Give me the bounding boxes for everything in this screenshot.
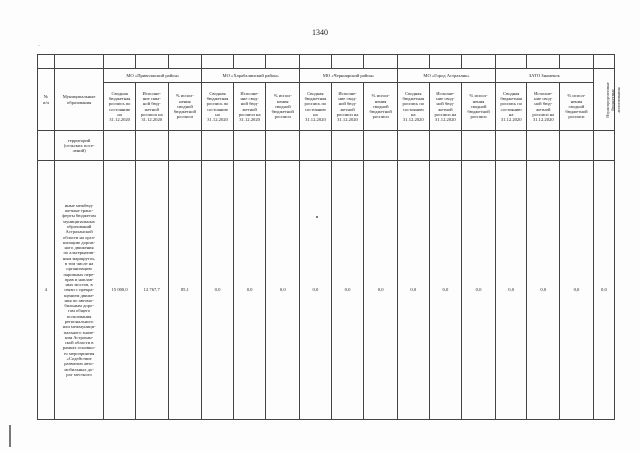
text-line: ных мостов, в	[65, 282, 93, 288]
blank-cell	[560, 131, 594, 161]
text-line: рог местного	[66, 371, 92, 377]
text-line: в том числе на	[64, 260, 94, 266]
blank-cell	[202, 131, 234, 161]
header-line: ние свод-	[240, 95, 259, 101]
blank-cell	[364, 55, 398, 69]
budget-report-table	[37, 54, 621, 420]
header-line: на	[117, 111, 122, 117]
header-line: % испол-	[567, 93, 586, 99]
header-line: % испол-	[469, 93, 488, 99]
blank-cell	[54, 55, 103, 69]
unallocated-header	[593, 69, 621, 131]
header-line: Сводная	[503, 90, 520, 96]
text-line: ным маршрутах,	[62, 255, 96, 261]
municipality-cell	[54, 131, 103, 161]
text-line: организацию	[66, 266, 92, 272]
text-line: го мероприятия	[63, 350, 95, 356]
header-line: % испол-	[371, 93, 390, 99]
blank-cell	[527, 131, 560, 161]
header-line: п/п	[42, 99, 50, 105]
header-line: 31.12.2020	[141, 117, 163, 123]
blank-cell	[331, 55, 364, 69]
column-header	[560, 83, 594, 131]
column-header	[364, 83, 398, 131]
table-row	[38, 161, 615, 420]
header-line: роспись по	[500, 101, 523, 107]
text-line: ного движения	[64, 245, 94, 251]
text-line: лений)	[72, 148, 86, 154]
header-line: жетной	[438, 106, 453, 112]
scan-mark: ‒	[38, 42, 40, 47]
header-line: состоянию	[500, 106, 522, 112]
value-cell: 0,0	[202, 161, 234, 420]
header-line: ной бюд-	[436, 101, 455, 107]
blank-cell	[429, 131, 462, 161]
district-title: ЗАТО Знаменск	[495, 69, 593, 83]
header-line: бюджетная	[500, 95, 522, 101]
header-line: Сводная	[209, 90, 226, 96]
header-line: роспись по	[206, 101, 229, 107]
blank-cell	[38, 55, 55, 69]
header-line: нения	[374, 98, 387, 104]
header-line: ной бюд-	[534, 101, 553, 107]
purpose-description	[54, 161, 103, 420]
header-line: на	[313, 111, 318, 117]
header-line: Исполне-	[338, 90, 357, 96]
text-line: ской области в	[64, 340, 94, 346]
blank-cell	[495, 55, 527, 69]
column-header	[104, 83, 136, 131]
blank-cell	[331, 131, 364, 161]
value-cell: 0,0	[495, 161, 527, 420]
header-line: росписи на	[532, 111, 555, 117]
municipality-header	[54, 69, 103, 131]
blank-cell	[593, 55, 614, 69]
text-line: жетные транс-	[64, 208, 94, 214]
vertical-header-text	[605, 82, 621, 118]
blank-cell	[364, 131, 398, 161]
header-line: бюджетной	[271, 109, 294, 115]
text-line: ния по автомо-	[64, 297, 94, 303]
header-line: 31.12.2020	[109, 117, 130, 123]
value-cell: 0,0	[527, 161, 560, 420]
header-line: сводной	[372, 103, 389, 109]
header-line: росписи	[176, 114, 193, 120]
header-line: сводной	[568, 103, 585, 109]
header-line: росписи на	[238, 111, 261, 117]
header-line: % испол-	[175, 93, 194, 99]
text-line: развитию авто-	[64, 361, 94, 367]
blank-cell	[104, 131, 136, 161]
column-header	[202, 83, 234, 131]
column-header	[266, 83, 300, 131]
blank-cell	[462, 131, 496, 161]
header-line: жетной	[242, 106, 257, 112]
header-line: росписи на	[140, 111, 163, 117]
text-line: связи с прекра-	[64, 287, 94, 293]
value-cell: 0,0	[331, 161, 364, 420]
text-line: ния Астрахан-	[65, 334, 94, 340]
header-line: Нераспределенные	[604, 81, 610, 118]
blank-cell	[38, 131, 55, 161]
header-line: бюджетная	[108, 95, 131, 101]
text-line: ферты бюджетам	[62, 213, 96, 219]
blank-cell	[398, 55, 430, 69]
header-line: Сводная	[405, 90, 422, 96]
blank-cell	[300, 55, 332, 69]
text-line: мобильных до-	[64, 366, 94, 372]
text-line: территорий	[67, 137, 91, 143]
unallocated-value-cell: 0,0	[593, 161, 614, 420]
blank-cell	[429, 55, 462, 69]
header-line: сводной	[274, 103, 291, 109]
blank-cell	[104, 55, 136, 69]
header-line: 31.12.2020	[500, 117, 522, 123]
header-line: нения	[570, 98, 583, 104]
header-line: состоянию	[109, 106, 131, 112]
text-line: муниципальных	[63, 218, 95, 224]
header-line: Сводная	[111, 90, 128, 96]
header-line: роспись по	[402, 101, 425, 107]
value-cell: 12 767,7	[135, 161, 168, 420]
text-line: гам общего	[67, 308, 91, 314]
header-line: Сводная	[307, 90, 324, 96]
header-line: ние свод-	[436, 95, 455, 101]
header-line: на	[508, 111, 514, 117]
header-line: Исполне-	[436, 90, 455, 96]
value-cell: 85,1	[168, 161, 202, 420]
value-cell: 0,0	[233, 161, 266, 420]
text-line: прав и наплав-	[64, 276, 94, 282]
text-line: пального значе-	[63, 329, 95, 335]
column-header	[462, 83, 496, 131]
value-cell: 15 000,0	[104, 161, 136, 420]
blank-cell	[202, 55, 234, 69]
column-header-row	[38, 83, 615, 131]
header-line: ассигнования	[615, 86, 621, 113]
text-line: регионального	[64, 319, 94, 325]
blank-cell	[168, 131, 202, 161]
header-line: нения	[179, 98, 191, 104]
blank-cell	[168, 55, 202, 69]
header-line: 31.12.2020	[239, 117, 260, 123]
value-cell: 0,0	[462, 161, 496, 420]
header-line: росписи	[372, 114, 389, 120]
header-line: 31.12.2020	[207, 117, 228, 123]
header-line: жетной	[536, 106, 551, 112]
header-line: на	[411, 111, 416, 117]
header-line: сводной	[470, 103, 487, 109]
header-line: нения	[472, 98, 485, 104]
value-cell: 0,0	[364, 161, 398, 420]
header-line: росписи	[470, 114, 487, 120]
header-line: роспись по	[108, 101, 131, 107]
blank-header-row	[38, 55, 615, 69]
district-title: МО «Город Астрахань»	[398, 69, 496, 83]
header-line: состоянию	[304, 106, 326, 112]
blank-cell	[233, 131, 266, 161]
header-line: образования	[66, 99, 92, 105]
district-header-row	[38, 69, 615, 83]
header-line: бюджетная	[304, 95, 327, 101]
header-line: бюджетная	[206, 95, 229, 101]
header-line: 31.12.2020	[435, 117, 456, 123]
header-line: 31.12.2020	[532, 117, 554, 123]
value-cell: 0,0	[398, 161, 430, 420]
header-line: росписи	[274, 114, 291, 120]
header-line: ние свод-	[534, 95, 553, 101]
header-line: бюджетной	[173, 109, 196, 115]
blank-cell	[233, 55, 266, 69]
binding-mark	[9, 425, 11, 447]
header-line: росписи	[568, 114, 585, 120]
header-line: ной бюд-	[142, 101, 161, 107]
district-title: МО «Черноярский район»	[300, 69, 398, 83]
text-line: области на орга-	[62, 234, 96, 240]
row-number: 4	[38, 161, 55, 420]
header-line: росписи на	[434, 111, 457, 117]
header-line: бюджетная	[402, 95, 425, 101]
header-line: ной бюд-	[240, 101, 259, 107]
header-line: бюджетной	[565, 109, 588, 115]
district-title: МО «Харабалинский район»	[202, 69, 300, 83]
blank-cell	[300, 131, 332, 161]
header-line: Исполне-	[142, 90, 161, 96]
continuation-row	[38, 131, 615, 161]
header-line: Исполне-	[240, 90, 259, 96]
header-line: бюджетные	[609, 88, 615, 111]
column-header	[300, 83, 332, 131]
blank-cell	[495, 131, 527, 161]
blank-cell	[266, 131, 300, 161]
column-header	[233, 83, 266, 131]
text-line: или межмуници-	[62, 324, 96, 330]
column-header	[495, 83, 527, 131]
header-line: на	[215, 111, 220, 117]
district-title: МО «Приволжский район»	[104, 69, 202, 83]
text-line: иные межбюд-	[64, 202, 94, 208]
header-line: состоянию	[206, 106, 229, 112]
header-line: ние сква-	[142, 95, 161, 101]
text-line: бильным доро-	[64, 303, 94, 309]
header-line: роспись по	[304, 101, 327, 107]
header-line: жетной	[340, 106, 355, 112]
header-line: нения	[277, 98, 289, 104]
column-header	[331, 83, 364, 131]
blank-cell	[135, 55, 168, 69]
value-cell: 0,0	[300, 161, 332, 420]
column-header	[429, 83, 462, 131]
column-header	[527, 83, 560, 131]
text-line: паромных пере-	[63, 271, 95, 277]
header-line: 31.12.2020	[402, 117, 424, 123]
header-line: 31.12.2020	[337, 117, 358, 123]
text-line: по альтернатив-	[63, 250, 95, 256]
column-header	[398, 83, 430, 131]
text-line: щением движе-	[63, 292, 95, 298]
blank-cell	[135, 131, 168, 161]
blank-cell	[266, 55, 300, 69]
text-line: пользования	[66, 313, 92, 319]
text-line: образований	[66, 223, 92, 229]
blank-cell	[398, 131, 430, 161]
row-number-header	[38, 69, 55, 131]
text-line: «Содействие	[66, 356, 92, 362]
header-line: % испол-	[273, 93, 292, 99]
header-line: состоянию	[402, 106, 424, 112]
text-line: Астраханской	[65, 229, 93, 235]
blank-cell	[462, 55, 496, 69]
header-line: №	[43, 94, 49, 100]
column-header	[168, 83, 202, 131]
blank-cell	[593, 131, 614, 161]
value-cell: 0,0	[266, 161, 300, 420]
header-line: Исполне-	[534, 90, 553, 96]
header-line: Муниципальные	[62, 94, 96, 100]
header-line: росписи на	[336, 111, 359, 117]
header-line: бюджетной	[369, 109, 392, 115]
header-line: 31.12.2020	[305, 117, 326, 123]
text-line: низацию дорож-	[63, 239, 96, 245]
value-cell: 0,0	[429, 161, 462, 420]
value-cell: 0,0	[560, 161, 594, 420]
header-line: сводной	[176, 103, 193, 109]
header-line: жетной	[144, 106, 159, 112]
header-line: ной бюд-	[338, 101, 357, 107]
header-line: ние свод-	[338, 95, 357, 101]
text-line: (сельских посе-	[63, 142, 95, 148]
blank-cell	[527, 55, 560, 69]
blank-cell	[560, 55, 594, 69]
header-line: бюджетной	[467, 109, 490, 115]
text-line: рамках основно-	[62, 345, 96, 351]
page-number: 1340	[312, 28, 328, 37]
column-header	[135, 83, 168, 131]
